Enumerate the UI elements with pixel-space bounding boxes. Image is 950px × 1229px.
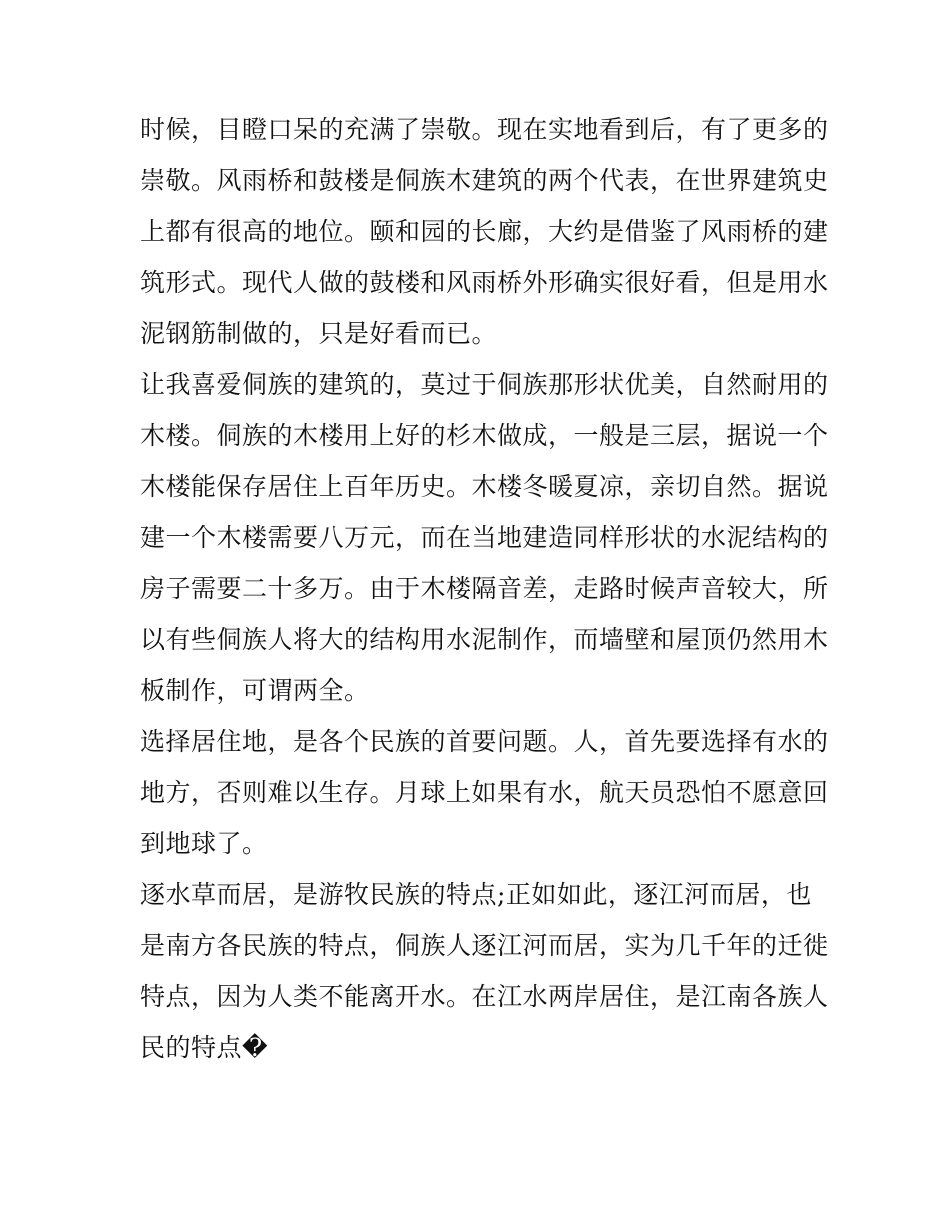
text-line: 崇敬。风雨桥和鼓楼是侗族木建筑的两个代表，在世界建筑史 xyxy=(140,166,829,195)
text-line: 是南方各民族的特点，侗族人逐江河而居，实为几千年的迁徙 xyxy=(140,931,829,960)
text-line: 逐水草而居，是游牧民族的特点;正如如此，逐江河而居，也 xyxy=(140,880,812,909)
text-line: 让我喜爱侗族的建筑的，莫过于侗族那形状优美，自然耐用的 xyxy=(140,370,829,399)
text-line: 民的特点� xyxy=(140,1033,269,1062)
text-line: 建一个木楼需要八万元，而在当地建造同样形状的水泥结构的 xyxy=(140,523,829,552)
body-text xyxy=(140,104,830,1073)
text-line: 以有些侗族人将大的结构用水泥制作，而墙壁和屋顶仍然用木 xyxy=(140,625,829,654)
text-line: 泥钢筋制做的，只是好看而已。 xyxy=(140,319,498,348)
text-line: 房子需要二十多万。由于木楼隔音差，走路时候声音较大，所 xyxy=(140,574,829,603)
text-line: 到地球了。 xyxy=(140,829,268,858)
text-line: 板制作，可谓两全。 xyxy=(140,676,370,705)
text-line: 选择居住地，是各个民族的首要问题。人，首先要选择有水的 xyxy=(140,727,829,756)
text-line: 上都有很高的地位。颐和园的长廊，大约是借鉴了风雨桥的建 xyxy=(140,217,829,246)
text-line: 时候，目瞪口呆的充满了崇敬。现在实地看到后，有了更多的 xyxy=(140,115,829,144)
text-line: 特点，因为人类不能离开水。在江水两岸居住，是江南各族人 xyxy=(140,982,829,1011)
text-line: 地方，否则难以生存。月球上如果有水，航天员恐怕不愿意回 xyxy=(140,778,829,807)
text-line: 筑形式。现代人做的鼓楼和风雨桥外形确实很好看，但是用水 xyxy=(140,268,829,297)
text-line: 木楼能保存居住上百年历史。木楼冬暖夏凉，亲切自然。据说 xyxy=(140,472,829,501)
text-line: 木楼。侗族的木楼用上好的杉木做成，一般是三层，据说一个 xyxy=(140,421,829,450)
